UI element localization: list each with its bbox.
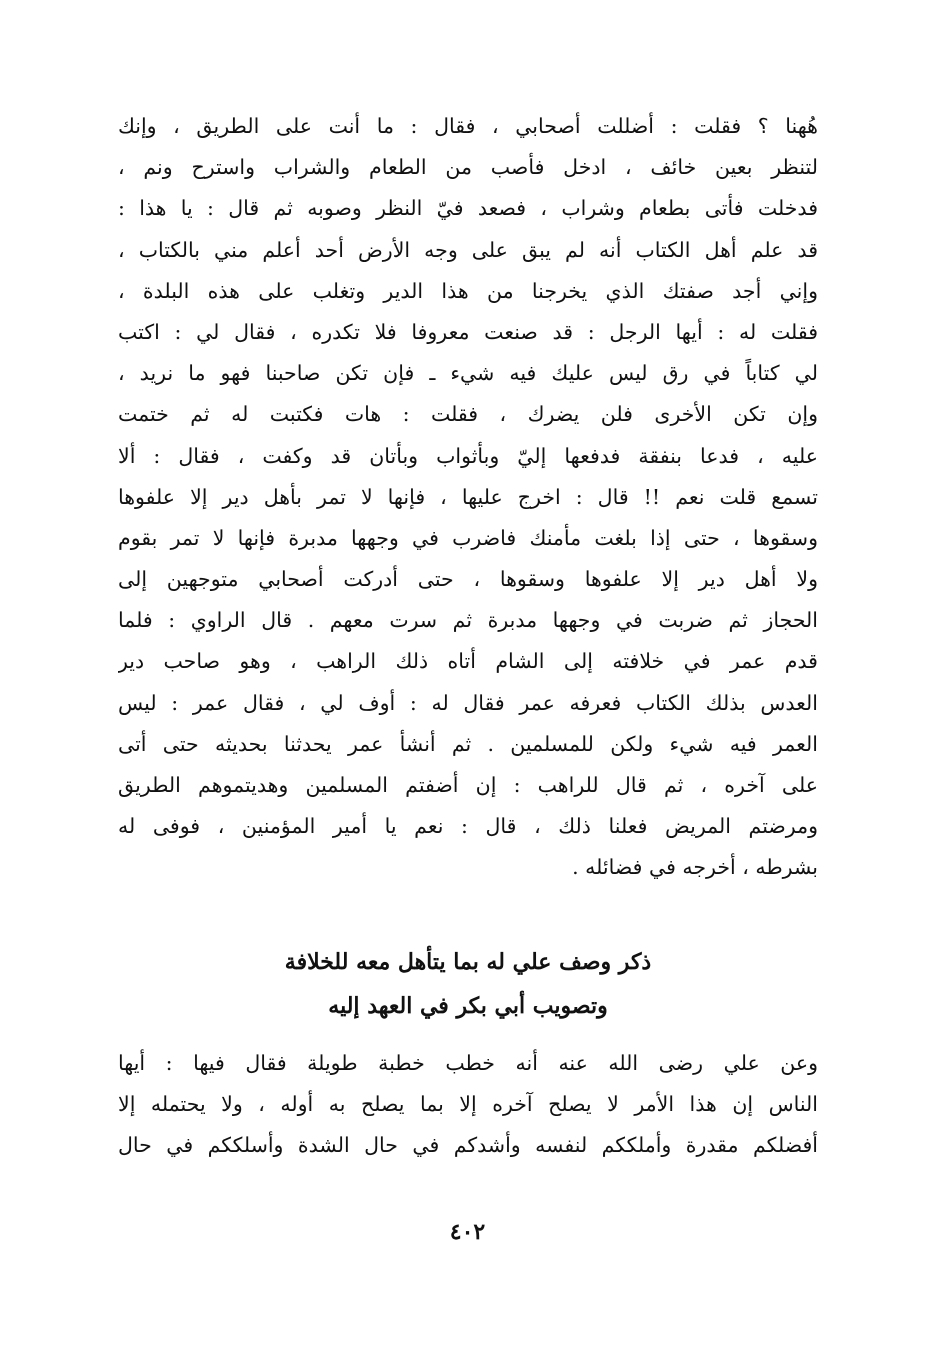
page-number: ٤٠٢ <box>449 1219 486 1245</box>
text-line: بشرطه ، أخرجه في فضائله . <box>572 855 818 880</box>
heading-line-2: وتصويب أبي بكر في العهد إليه <box>328 993 608 1019</box>
text-line: قد علم أهل الكتاب أنه لم يبق على وجه الأرض أحد أعلم مني بالكتاب ، <box>118 237 818 262</box>
text-line: على آخره ، ثم قال للراهب : إن أضفتم المسلمين وهديتموهم الطريق <box>118 773 818 797</box>
text-line: فدخلت فأتى بطعام وشراب ، فصعد فيّ النظر وصوبه ثم قال : يا هذا : <box>118 196 818 221</box>
text-line: لتنظر بعين خائف ، ادخل فأصب من الطعام والشراب واسترح ونم ، <box>118 155 818 180</box>
heading-line-1: ذكر وصف علي له بما يتأهل معه للخلافة <box>284 949 652 975</box>
paragraph-2 <box>118 1043 818 1167</box>
text-line: عليه ، فدعا بنفقة فدفعها إليّ وبأثواب وبأتان قد وكفت ، فقال : ألا <box>118 443 818 468</box>
text-line: الناس إن هذا الأمر لا يصلح آخره إلا بما يصلح به أوله ، ولا يحتمله إلا <box>118 1092 818 1117</box>
text-line: وإني أجد صفتك الذي يخرجنا من هذا الدير وتغلب على هذه البلدة ، <box>118 278 818 303</box>
text-line: العمر فيه شيء ولكن للمسلمين . ثم أنشأ عمر يحدثنا بحديثه حتى أتى <box>118 731 818 756</box>
text-line: قدم عمر في خلافته إلى الشام أتاه ذلك الراهب ، وهو صاحب دير <box>118 649 818 674</box>
text-line: فقلت له : أيها الرجل : قد صنعت معروفا فلا تكدره ، فقال لي : اكتب <box>118 319 818 344</box>
paragraph-1 <box>118 106 818 889</box>
text-line: أفضلكم مقدرة وأملككم لنفسه وأشدكم في حال الشدة وأسلككم في حال <box>118 1133 818 1158</box>
text-line: وسقوها ، حتى إذا بلغت مأمنك فاضرب في وجهها مدبرة فإنها لا تمر بقوم <box>118 525 818 550</box>
text-line: العدس بذلك الكتاب فعرفه عمر فقال له : أوف لي ، فقال عمر : ليس <box>118 690 818 715</box>
text-line: لي كتاباً في رق ليس عليك فيه شيء ـ فإن تكن صاحبنا فهو ما نريد ، <box>118 361 818 386</box>
section-heading <box>118 940 818 1028</box>
text-line: وعن علي رضى الله عنه أنه خطب خطبة طويلة فقال فيها : أيها <box>118 1051 818 1075</box>
text-line: ومرضتم المريض فعلنا ذلك ، قال : نعم يا أمير المؤمنين ، فوفى له <box>118 814 818 839</box>
text-line: وإن تكن الأخرى فلن يضرك ، فقلت : هات فكتبت له ثم ختمت <box>118 402 818 427</box>
text-line: ولا أهل دير إلا علفوها وسقوها ، حتى أدركت أصحابي متوجهين إلى <box>118 567 818 592</box>
text-line: تسمع قلت نعم !! قال : اخرج عليها ، فإنها لا تمر بأهل دير إلا علفوها <box>118 484 818 509</box>
text-line: الحجاز ثم ضربت في وجهها مدبرة ثم سرت معهم . قال الراوي : فلما <box>118 608 818 633</box>
text-line: هُهنا ؟ فقلت : أضللت أصحابي ، فقال : ما أنت على الطريق ، وإنك <box>118 114 818 138</box>
